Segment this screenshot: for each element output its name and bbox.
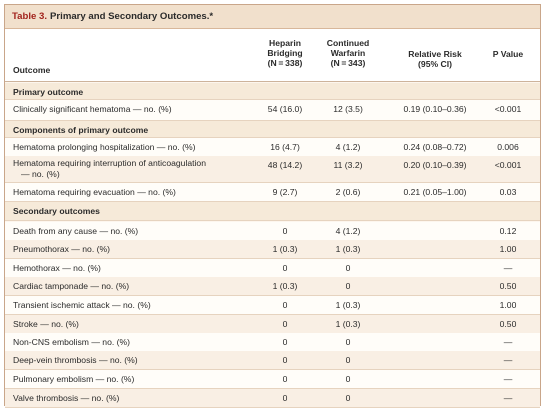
warfarin-cell: 1 (0.3) [335,319,361,329]
p-value-cell: 1.00 [499,300,517,310]
table-row [5,240,540,258]
table-title: Primary and Secondary Outcomes.* [50,11,214,22]
heparin-cell: 0 [282,374,288,384]
p-value-cell: — [503,263,513,273]
header-warfarin-line3: (N = 343) [330,58,366,68]
heparin-cell: 16 (4.7) [270,142,300,152]
header-p-value: P Value [492,49,524,59]
heparin-cell: 48 (14.2) [267,160,303,170]
heparin-cell: 0 [282,355,288,365]
p-value-cell: <0.001 [494,104,522,114]
table-row [5,333,540,351]
table-row [5,370,540,388]
outcome-cell: Clinically significant hematoma — no. (%) [13,104,172,114]
header-heparin-line1: Heparin [269,38,301,48]
heparin-cell: 0 [282,300,288,310]
warfarin-cell: 4 (1.2) [335,142,361,152]
heparin-cell: 0 [282,226,288,236]
warfarin-cell: 1 (0.3) [335,300,361,310]
section-heading: Secondary outcomes [13,206,100,216]
heparin-cell: 0 [282,263,288,273]
outcome-cell: Stroke — no. (%) [13,319,79,329]
warfarin-cell: 12 (3.5) [333,104,363,114]
section-heading: Components of primary outcome [13,125,149,135]
table-row [5,277,540,295]
header-warfarin-line1: Continued [326,38,370,48]
outcome-cell: Deep-vein thrombosis — no. (%) [13,355,138,365]
warfarin-cell: 0 [345,337,351,347]
warfarin-cell: 0 [345,393,351,403]
table-row [5,156,540,182]
p-value-cell: 0.03 [499,187,517,197]
outcome-line2: — no. (%) [21,168,60,179]
p-value-cell: 0.12 [499,226,517,236]
outcome-cell: Non-CNS embolism — no. (%) [13,337,130,347]
header-rr-line2: (95% CI) [418,59,452,69]
p-value-cell: 1.00 [499,244,517,254]
heparin-cell: 1 (0.3) [272,244,298,254]
table-row [5,351,540,369]
header-heparin-line2: Bridging [267,48,303,58]
header-relative-risk [390,49,480,69]
outcome-cell: Valve thrombosis — no. (%) [13,393,120,403]
p-value-cell: <0.001 [494,160,522,170]
outcome-cell: Death from any cause — no. (%) [13,226,139,236]
p-value-cell: — [503,374,513,384]
outcome-cell: Pulmonary embolism — no. (%) [13,374,135,384]
header-outcome: Outcome [13,65,51,75]
table-title-bar [5,5,540,29]
row-divider [5,407,540,408]
relative-risk-cell: 0.21 (0.05–1.00) [403,187,467,197]
section-row [5,202,540,220]
warfarin-cell: 1 (0.3) [335,244,361,254]
warfarin-cell: 0 [345,281,351,291]
table-row [5,296,540,314]
heparin-cell: 0 [282,337,288,347]
outcome-cell: Hematoma prolonging hospitalization — no. (%) [13,142,196,152]
header-warfarin [318,38,378,68]
outcome-line1: Hematoma requiring interruption of anticoagulation [13,158,206,168]
p-value-cell: 0.50 [499,319,517,329]
outcomes-table [4,4,541,406]
heparin-cell: 0 [282,319,288,329]
header-heparin-line3: (N = 338) [267,58,303,68]
table-row [5,259,540,277]
p-value-cell: 0.006 [497,142,519,152]
header-rr-line1: Relative Risk [408,49,462,59]
p-value-cell: — [503,393,513,403]
outcome-cell: Hematoma requiring evacuation — no. (%) [13,187,176,197]
header-heparin [255,38,315,68]
table-row [5,100,540,120]
table-row [5,315,540,333]
section-heading: Primary outcome [13,87,84,97]
outcome-cell: Pneumothorax — no. (%) [13,244,110,254]
p-value-cell: — [503,337,513,347]
p-value-cell: 0.50 [499,281,517,291]
outcome-cell: Cardiac tamponade — no. (%) [13,281,130,291]
warfarin-cell: 0 [345,355,351,365]
relative-risk-cell: 0.24 (0.08–0.72) [403,142,467,152]
outcome-cell [13,158,268,179]
table-row [5,183,540,201]
warfarin-cell: 0 [345,374,351,384]
p-value-cell: — [503,355,513,365]
outcome-cell: Transient ischemic attack — no. (%) [13,300,151,310]
warfarin-cell: 11 (3.2) [333,160,363,170]
header-warfarin-line2: Warfarin [330,48,366,58]
heparin-cell: 1 (0.3) [272,281,298,291]
warfarin-cell: 2 (0.6) [335,187,361,197]
section-row [5,121,540,137]
table-row [5,222,540,240]
heparin-cell: 0 [282,393,288,403]
relative-risk-cell: 0.20 (0.10–0.39) [403,160,467,170]
warfarin-cell: 4 (1.2) [335,226,361,236]
table-row [5,389,540,407]
warfarin-cell: 0 [345,263,351,273]
section-row [5,83,540,99]
heparin-cell: 54 (16.0) [267,104,303,114]
table-row [5,138,540,156]
relative-risk-cell: 0.19 (0.10–0.36) [403,104,467,114]
outcome-cell: Hemothorax — no. (%) [13,263,101,273]
table-header [5,29,540,82]
row-divider [5,220,540,221]
table-label: Table 3. [12,11,48,22]
heparin-cell: 9 (2.7) [272,187,298,197]
